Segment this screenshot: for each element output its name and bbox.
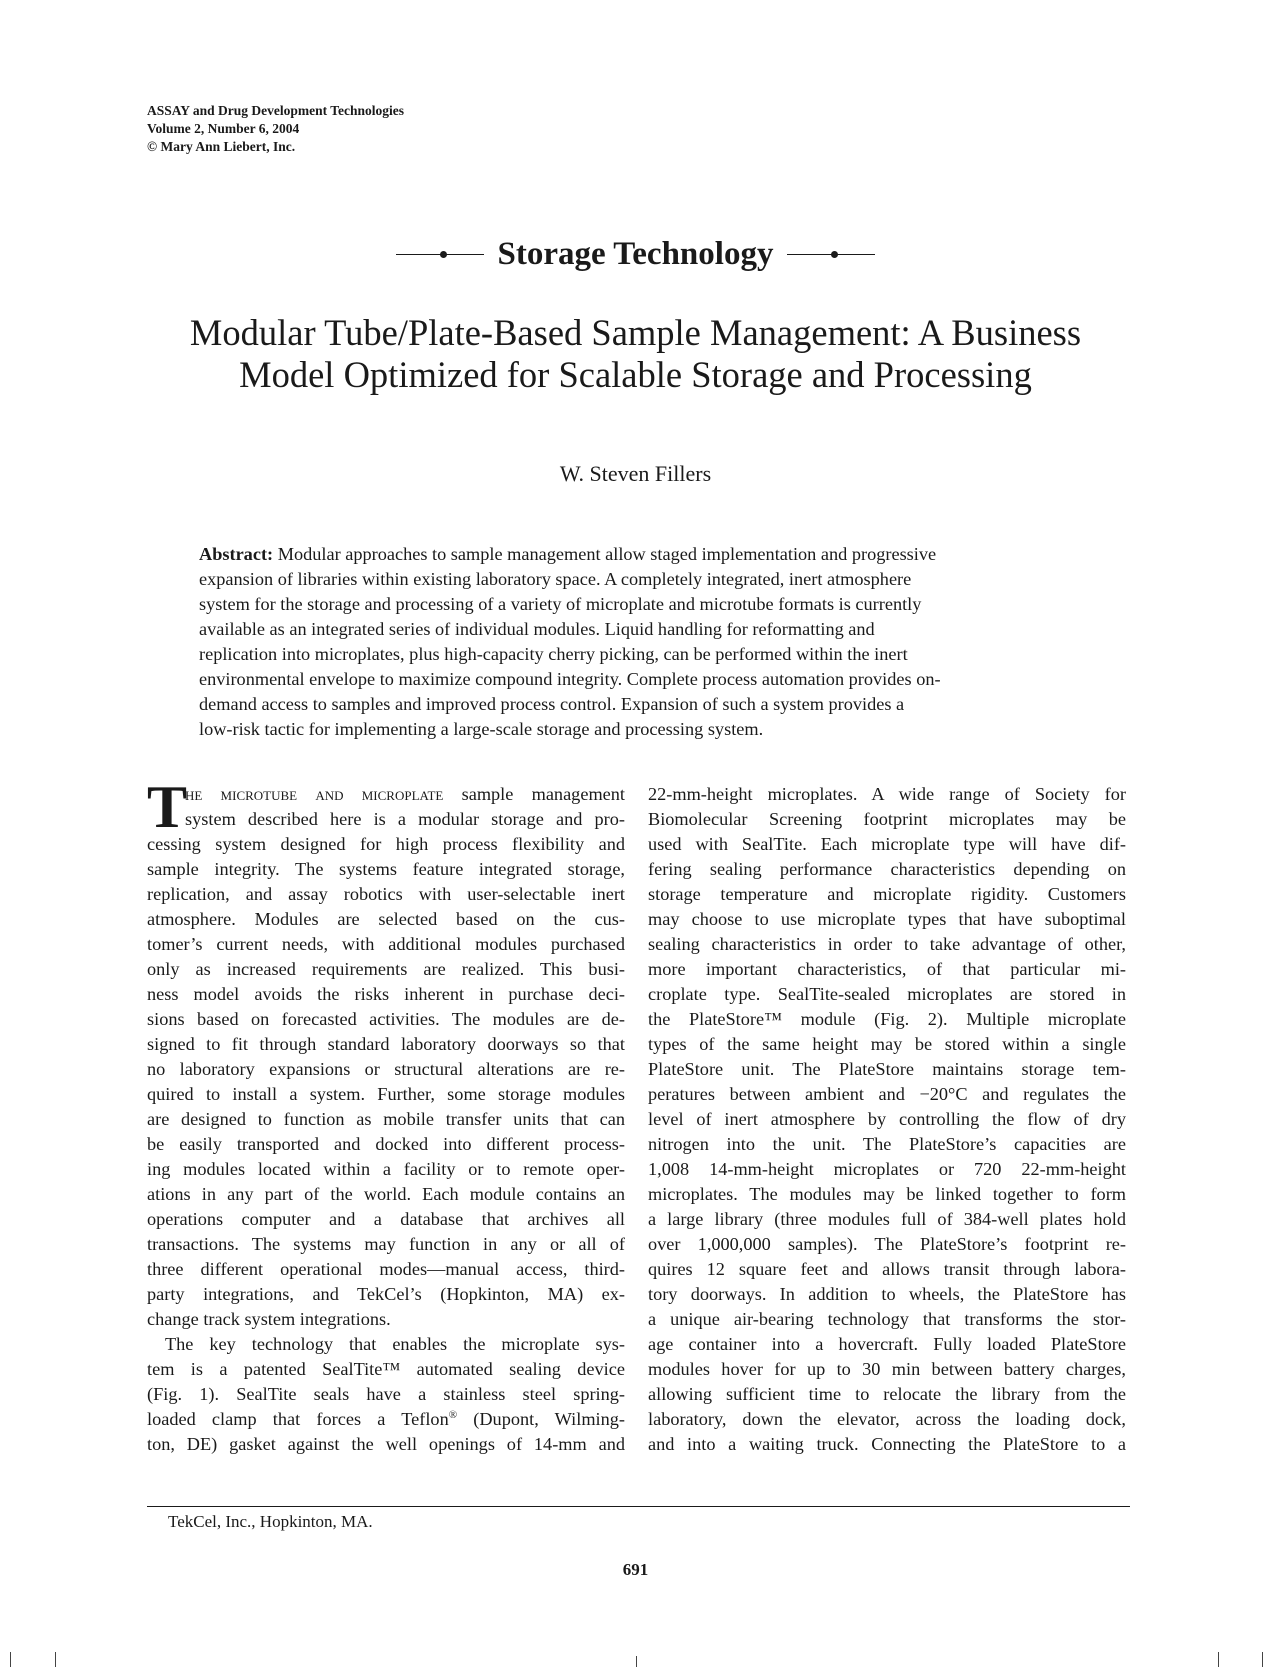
journal-volume: Volume 2, Number 6, 2004	[147, 121, 300, 136]
body-line: storage temperature and microplate rigidity. Customers	[648, 884, 1126, 904]
opening-smallcaps: he microtube and microplate	[185, 784, 444, 804]
article-title	[100, 312, 1171, 396]
crop-mark	[1218, 1652, 1219, 1667]
body-line: three different operational modes—manual access, third-	[147, 1259, 625, 1279]
body-line: change track system integrations.	[147, 1309, 391, 1329]
title-line-1: Modular Tube/Plate-Based Sample Management: A Business	[189, 312, 1082, 353]
body-line: fering sealing performance characteristics depending on	[648, 859, 1126, 879]
body-line: tory doorways. In addition to wheels, the PlateStore has	[648, 1284, 1126, 1304]
body-line: replication, and assay robotics with user-selectable inert	[147, 884, 625, 904]
body-line: The key technology that enables the microplate sys-	[165, 1334, 625, 1354]
body-line: 1,008 14-mm-height microplates or 720 22-mm-height	[648, 1159, 1126, 1179]
journal-name: ASSAY and Drug Development Technologies	[147, 103, 405, 118]
body-line: quired to install a system. Further, some storage modules	[147, 1084, 625, 1104]
body-line: croplate type. SealTite-sealed microplates are stored in	[648, 984, 1126, 1004]
body-line: 22-mm-height microplates. A wide range of Society for	[648, 784, 1126, 804]
body-line: may choose to use microplate types that have suboptimal	[648, 909, 1126, 929]
body-line: system described here is a modular storage and pro-	[185, 809, 625, 829]
abstract-line: system for the storage and processing of a variety of microplate and microtube formats is currently	[199, 594, 922, 614]
body-line: quires 12 square feet and allows transit through labora-	[648, 1259, 1126, 1279]
footnote-divider	[147, 1506, 1130, 1507]
body-line: signed to fit through standard laboratory doorways so that	[147, 1034, 625, 1054]
body-line: laboratory, down the elevator, across the loading dock,	[648, 1409, 1126, 1429]
title-line-2: Model Optimized for Scalable Storage and Processing	[239, 354, 1032, 395]
body-line: used with SealTite. Each microplate type will have dif-	[648, 834, 1126, 854]
body-line: microplates. The modules may be linked together to form	[648, 1184, 1126, 1204]
body-line: only as increased requirements are realized. This busi-	[147, 959, 625, 979]
page-number: 691	[622, 1560, 649, 1579]
body-line: sample integrity. The systems feature integrated storage,	[147, 859, 625, 879]
section-heading	[0, 236, 1271, 273]
body-line: cessing system designed for high process flexibility and	[147, 834, 625, 854]
abstract-line: demand access to samples and improved process control. Expansion of such a system provides a	[199, 694, 905, 714]
crop-mark	[55, 1652, 56, 1667]
abstract-label: Abstract:	[199, 544, 274, 564]
abstract	[199, 542, 1079, 742]
journal-copyright: © Mary Ann Liebert, Inc.	[147, 139, 296, 154]
body-column-left	[147, 774, 625, 1457]
body-line: he microtube and microplate sample management	[185, 784, 625, 804]
body-line: more important characteristics, of that particular mi-	[648, 959, 1126, 979]
body-line: ton, DE) gasket against the well openings of 14-mm and	[147, 1434, 625, 1454]
body-line: the PlateStore™ module (Fig. 2). Multiple microplate	[648, 1009, 1126, 1029]
left-ornament-icon	[396, 249, 484, 261]
body-line: allowing sufficient time to relocate the library from the	[648, 1384, 1126, 1404]
body-line: no laboratory expansions or structural alterations are re-	[147, 1059, 625, 1079]
body-line: a large library (three modules full of 384-well plates hold	[648, 1209, 1126, 1229]
body-line: and into a waiting truck. Connecting the PlateStore to a	[648, 1434, 1126, 1454]
drop-cap: T	[147, 774, 188, 840]
abstract-line: available as an integrated series of individual modules. Liquid handling for reformatting and	[199, 619, 875, 639]
body-line: ations in any part of the world. Each module contains an	[147, 1184, 625, 1204]
journal-header	[147, 102, 404, 156]
body-line: be easily transported and docked into different process-	[147, 1134, 625, 1154]
body-line: Biomolecular Screening footprint microplates may be	[648, 809, 1126, 829]
body-line: PlateStore unit. The PlateStore maintains storage tem-	[648, 1059, 1126, 1079]
body-line: transactions. The systems may function in any or all of	[147, 1234, 625, 1254]
body-line: peratures between ambient and −20°C and regulates the	[648, 1084, 1126, 1104]
body-line: nitrogen into the unit. The PlateStore’s capacities are	[648, 1134, 1126, 1154]
body-line: (Fig. 1). SealTite seals have a stainless steel spring-	[147, 1384, 625, 1404]
abstract-line: expansion of libraries within existing laboratory space. A completely integrated, inert atmosphere	[199, 569, 912, 589]
body-line: operations computer and a database that archives all	[147, 1209, 625, 1229]
section-title: Storage Technology	[497, 236, 774, 272]
body-line: loaded clamp that forces a Teflon® (Dupont, Wilming-	[147, 1408, 625, 1429]
registered-mark: ®	[448, 1408, 458, 1421]
body-line: level of inert atmosphere by controlling the flow of dry	[648, 1109, 1126, 1129]
crop-mark	[636, 1656, 637, 1667]
body-line: sions based on forecasted activities. The modules are de-	[147, 1009, 625, 1029]
body-line: sealing characteristics in order to take advantage of other,	[648, 934, 1126, 954]
affiliation-footnote: TekCel, Inc., Hopkinton, MA.	[168, 1512, 373, 1531]
body-line: party integrations, and TekCel’s (Hopkinton, MA) ex-	[147, 1284, 625, 1304]
body-line: age container into a hovercraft. Fully loaded PlateStore	[648, 1334, 1126, 1354]
crop-mark	[10, 1652, 11, 1667]
body-line: tomer’s current needs, with additional modules purchased	[147, 934, 625, 954]
abstract-line: environmental envelope to maximize compound integrity. Complete process automation provides on-	[199, 669, 941, 689]
crop-mark	[1262, 1652, 1263, 1667]
body-line: are designed to function as mobile transfer units that can	[147, 1109, 625, 1129]
body-line: tem is a patented SealTite™ automated sealing device	[147, 1359, 625, 1379]
body-line: ness model avoids the risks inherent in purchase deci-	[147, 984, 625, 1004]
body-column-right	[648, 782, 1126, 1457]
body-line: atmosphere. Modules are selected based on the cus-	[147, 909, 625, 929]
abstract-line: low-risk tactic for implementing a large-scale storage and processing system.	[199, 719, 764, 739]
right-ornament-icon	[787, 249, 875, 261]
body-line: a unique air-bearing technology that transforms the stor-	[648, 1309, 1126, 1329]
author-name: W. Steven Fillers	[559, 461, 712, 486]
body-line: types of the same height may be stored within a single	[648, 1034, 1126, 1054]
body-line: over 1,000,000 samples). The PlateStore’s footprint re-	[648, 1234, 1126, 1254]
body-line: modules hover for up to 30 min between battery charges,	[648, 1359, 1126, 1379]
abstract-line: Abstract: Modular approaches to sample management allow staged implementation and progressive	[199, 544, 937, 564]
body-line: ing modules located within a facility or to remote oper-	[147, 1159, 625, 1179]
abstract-line: replication into microplates, plus high-capacity cherry picking, can be performed within the inert	[199, 644, 908, 664]
